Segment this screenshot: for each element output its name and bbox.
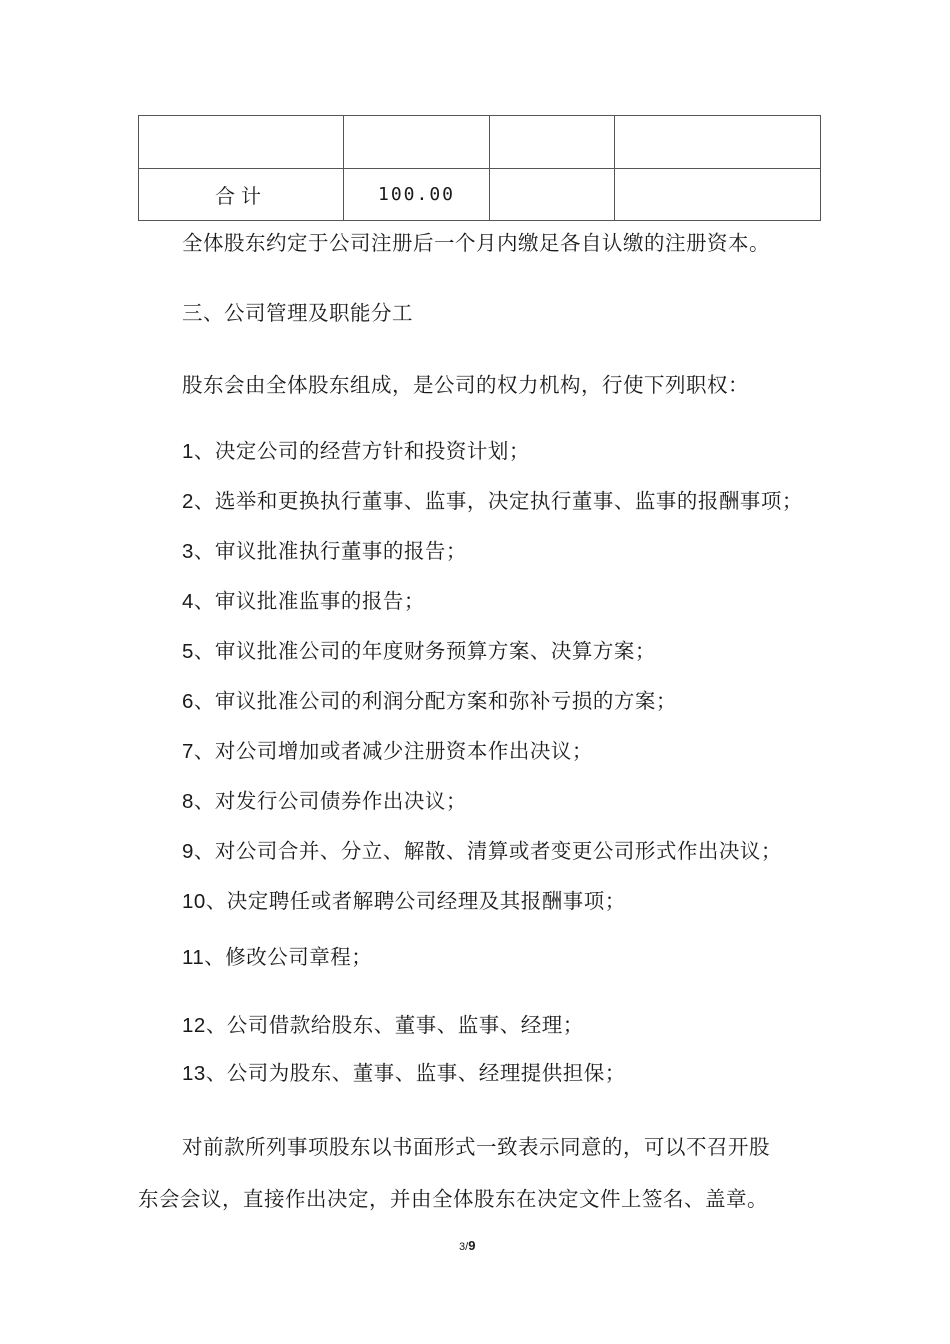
item-text: 、审议批准公司的年度财务预算方案、决算方案； <box>193 639 656 663</box>
closing-paragraph-line-1: 对前款所列事项股东以书面形式一致表示同意的，可以不召开股 <box>182 1135 770 1159</box>
list-item <box>182 584 425 614</box>
capital-table <box>138 115 821 221</box>
item-number: 3 <box>182 540 194 563</box>
page-current: 3/ <box>459 1241 469 1253</box>
table-cell <box>344 116 490 169</box>
page-number <box>459 1238 475 1253</box>
item-number: 7 <box>182 740 194 763</box>
item-text: 、修改公司章程； <box>204 945 373 969</box>
item-number: 12 <box>182 1014 206 1037</box>
item-number: 10 <box>182 890 206 913</box>
list-item <box>182 1008 584 1038</box>
item-number: 5 <box>182 640 194 663</box>
capital-paragraph: 全体股东约定于公司注册后一个月内缴足各自认缴的注册资本。 <box>182 231 770 255</box>
item-number: 4 <box>182 590 194 613</box>
total-amount: 100.00 <box>344 169 490 221</box>
powers-intro: 股东会由全体股东组成，是公司的权力机构，行使下列职权： <box>182 373 749 397</box>
list-item <box>182 434 530 464</box>
item-number: 13 <box>182 1062 206 1085</box>
list-item <box>182 484 803 514</box>
list-item <box>182 734 593 764</box>
table-cell <box>139 116 344 169</box>
item-number: 8 <box>182 790 194 813</box>
item-text: 、审议批准执行董事的报告； <box>193 539 467 563</box>
list-item <box>182 1056 626 1086</box>
item-text: 、公司为股东、董事、监事、经理提供担保； <box>205 1061 626 1085</box>
item-number: 11 <box>182 946 205 969</box>
table-row-total <box>139 169 821 221</box>
list-item <box>182 534 467 564</box>
item-number: 9 <box>182 840 194 863</box>
list-item <box>182 884 626 914</box>
table-cell <box>490 169 615 221</box>
closing-paragraph-line-2: 东会会议，直接作出决定，并由全体股东在决定文件上签名、盖章。 <box>138 1187 768 1211</box>
item-number: 1 <box>182 440 194 463</box>
table-cell <box>615 116 821 169</box>
item-text: 、选举和更换执行董事、监事，决定执行董事、监事的报酬事项； <box>193 489 803 513</box>
item-text: 、决定公司的经营方针和投资计划； <box>193 439 530 463</box>
item-text: 、决定聘任或者解聘公司经理及其报酬事项； <box>205 889 626 913</box>
list-item <box>182 834 782 864</box>
item-number: 6 <box>182 690 194 713</box>
list-item <box>182 684 677 714</box>
item-text: 、公司借款给股东、董事、监事、经理； <box>205 1013 584 1037</box>
item-number: 2 <box>182 490 194 513</box>
table-row <box>139 116 821 169</box>
section-3-title: 三、公司管理及职能分工 <box>182 301 413 325</box>
item-text: 、对公司合并、分立、解散、清算或者变更公司形式作出决议； <box>193 839 782 863</box>
item-text: 、审议批准公司的利润分配方案和弥补亏损的方案； <box>193 689 677 713</box>
item-text: 、审议批准监事的报告； <box>193 589 425 613</box>
list-item <box>182 784 467 814</box>
table-cell <box>490 116 615 169</box>
page-total: 9 <box>468 1238 476 1253</box>
table-cell <box>615 169 821 221</box>
list-item <box>182 940 372 970</box>
item-text: 、对发行公司债券作出决议； <box>193 789 467 813</box>
total-label: 合计 <box>139 169 344 221</box>
item-text: 、对公司增加或者减少注册资本作出决议； <box>193 739 593 763</box>
list-item <box>182 634 656 664</box>
